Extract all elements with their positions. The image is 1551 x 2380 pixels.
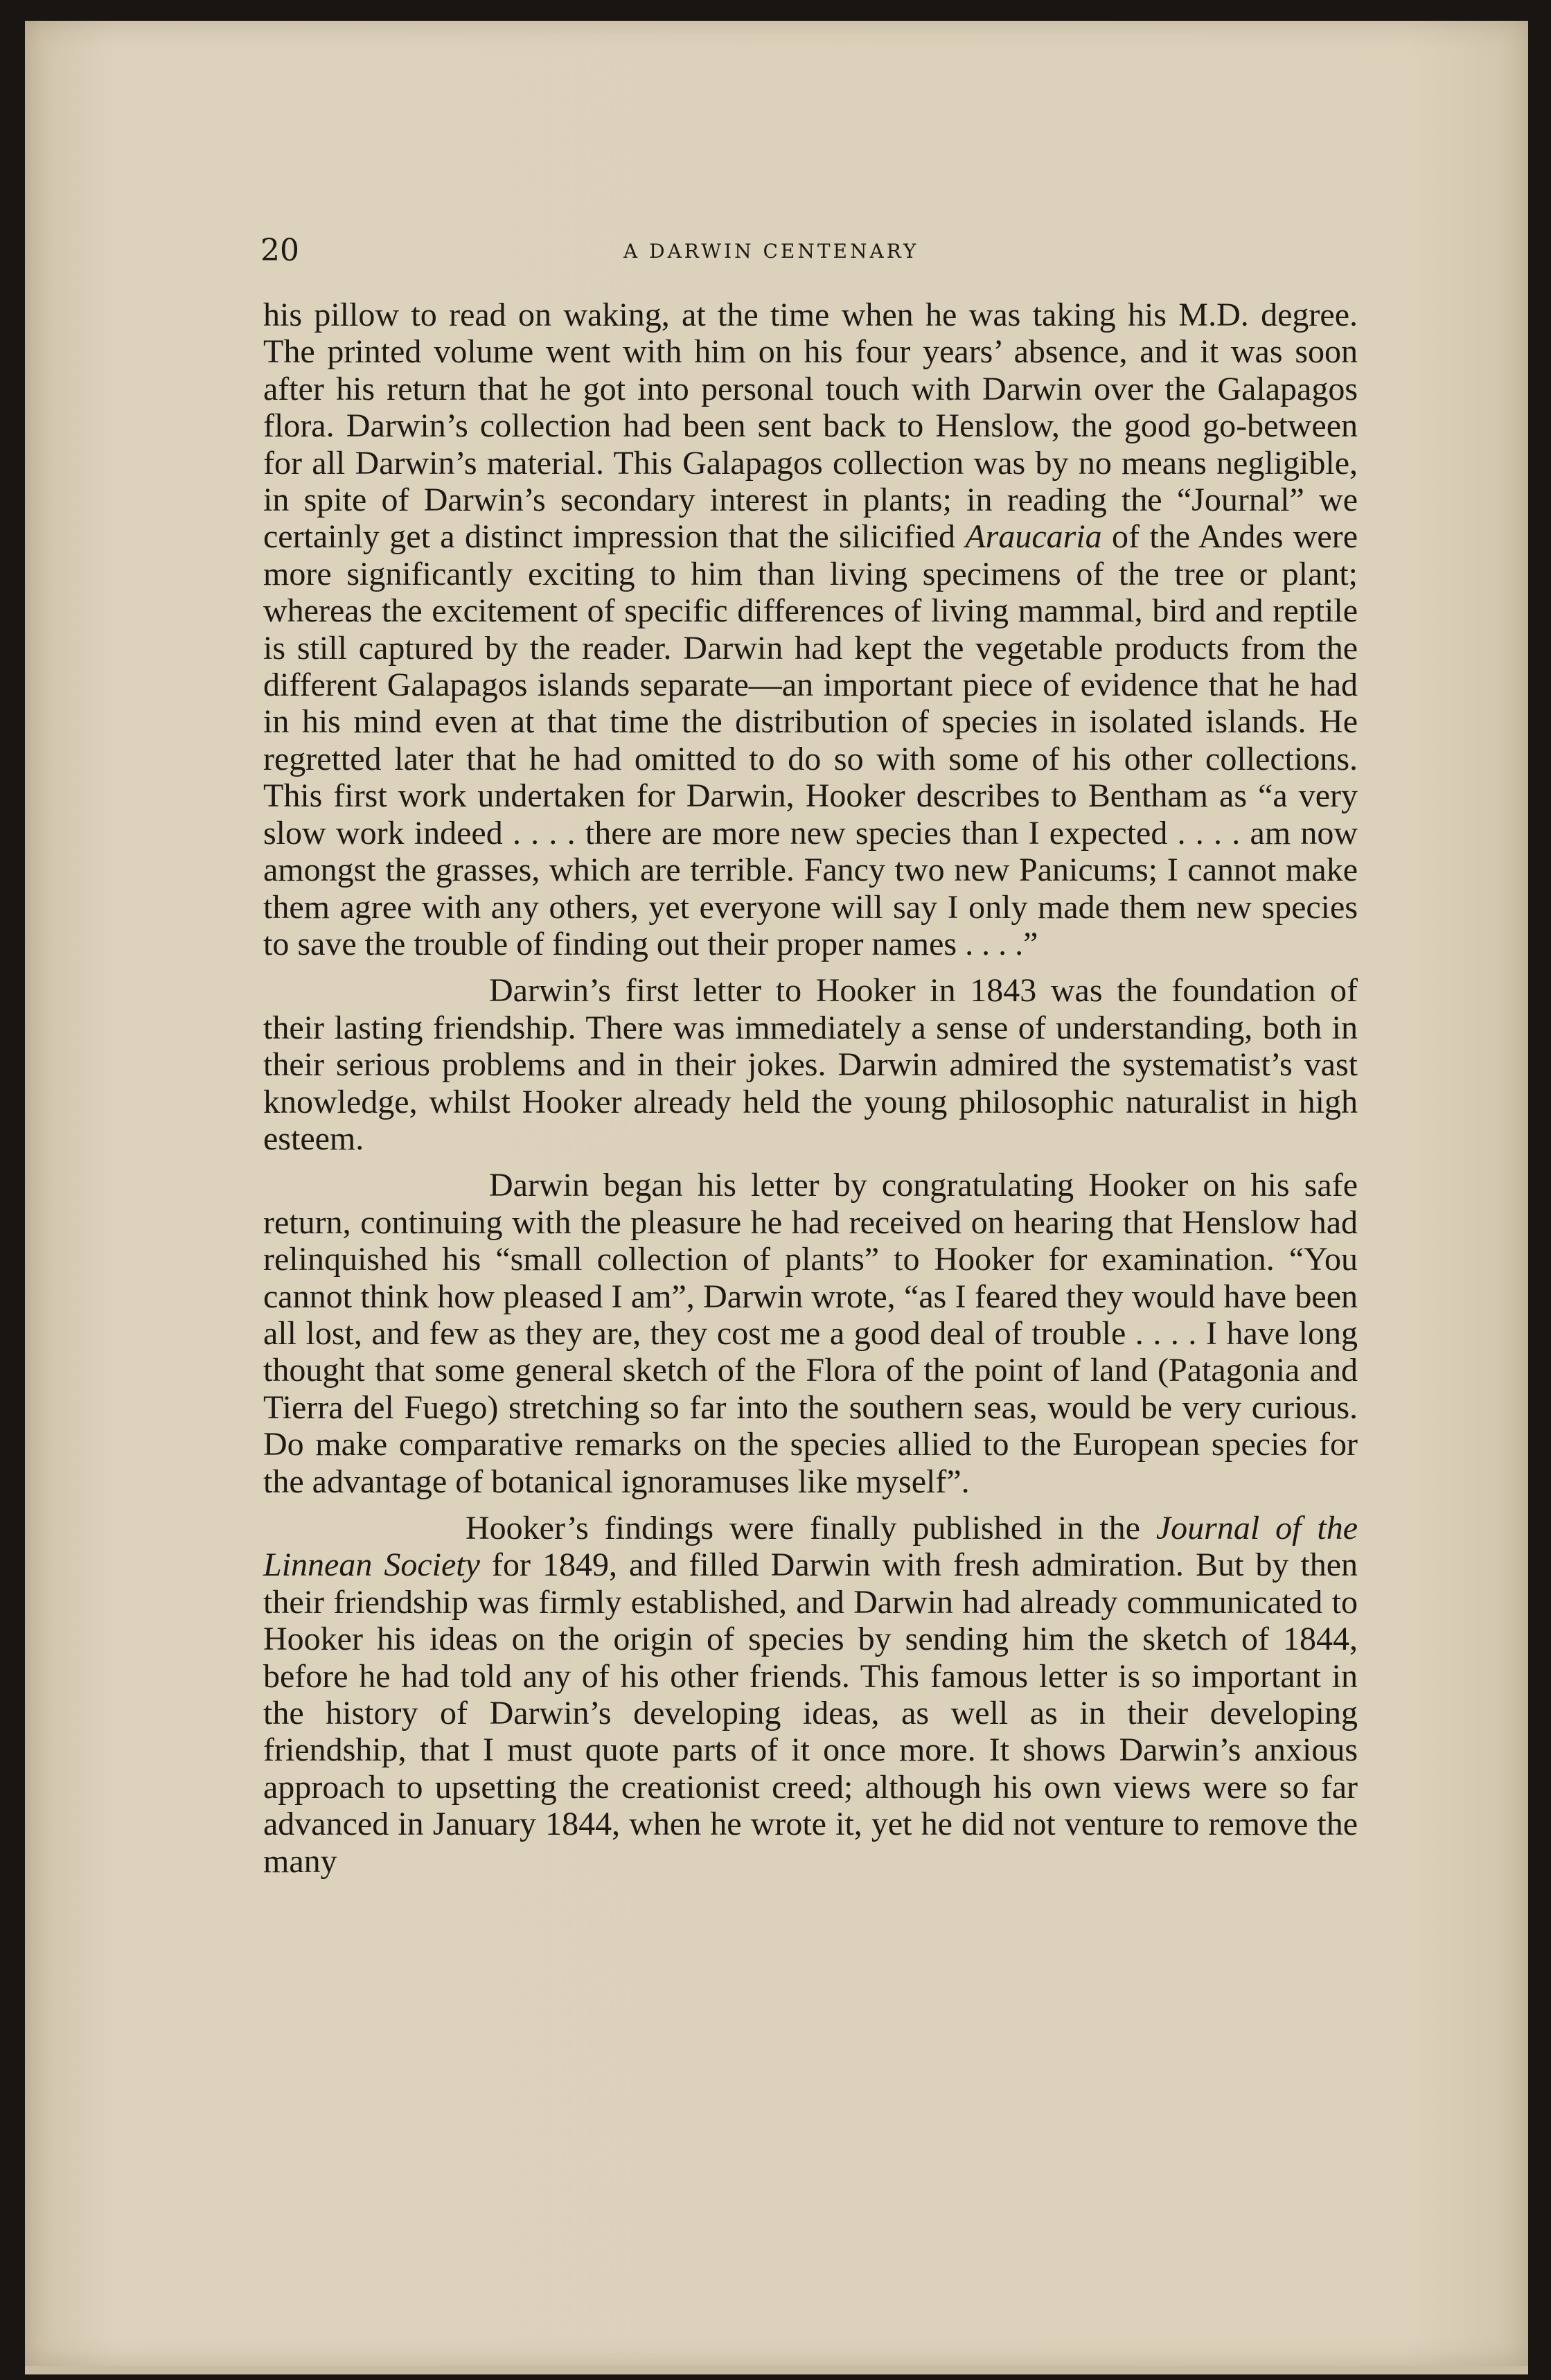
paragraph-4-text-b: for 1849, and filled Darwin with fresh admiration. But by then their friendship was firmly established, and Darwin had already communicated to Hooker his ideas on the origin of species by sending him the sketch of 1844, before he had told any of his other friends. This famous letter is so important in the history of Darwin’s developing ideas, as well as in their developing friendship, that I must quote parts of it once more. It shows Darwin’s anxious approach to upsetting the creationist creed; although his own views were so far advanced in January 1844, when he wrote it, yet he did not venture to remove the many bbox=[263, 1546, 1358, 1880]
page-number: 20 bbox=[260, 233, 299, 268]
paragraph-4-text-a: Hooker’s findings were finally published in the bbox=[466, 1510, 1156, 1546]
paragraph-2: Darwin’s first letter to Hooker in 1843 was the foundation of their lasting friendship. There was immediately a sense of understanding, both in their serious problems and in their jokes. Darwin admired the systematist’s vast knowledge, whilst Hooker already held the young philosophic naturalist in high esteem. bbox=[263, 972, 1358, 1157]
paragraph-1-text-a: his pillow to read on waking, at the time when he was taking his M.D. degree. The printed volume went with him on his four years’ absence, and it was soon after his return that he got into personal touch with Darwin over the Galapagos flora. Darwin’s collection had been sent back to Henslow, the good go-between for all Darwin’s material. This Galapagos collection was by no means negligible, in spite of Darwin’s secondary interest in plants; in reading the “Journal” we certainly get a distinct impression that the silicified bbox=[263, 297, 1358, 556]
paragraph-4-italic: Journal of the Linnean Society bbox=[263, 1510, 1358, 1584]
page-edge bbox=[25, 2366, 1528, 2374]
paragraph-1-text-b: of the Andes were more significantly exciting to him than living specimens of the tree or plant; whereas the excitement of specific differences of living mammal, bird and reptile is still captured by the reader. Darwin had kept the vegetable products from the different Galapagos islands separate—an important piece of evidence that he had in his mind even at that time the distribution of species in isolated islands. He regretted later that he had omitted to do so with some of his other collections. This first work undertaken for Darwin, Hooker describes to Bentham as “a very slow work indeed . . . . there are more new species than I expected . . . . am now amongst the grasses, which are terrible. Fancy two new Panicums; I cannot make them agree with any others, yet everyone will say I only made them new species to save the trouble of finding out their proper names . . . .” bbox=[263, 518, 1358, 962]
page-header bbox=[236, 230, 1358, 272]
running-head: A DARWIN CENTENARY bbox=[623, 240, 919, 263]
paragraph-1 bbox=[263, 297, 1358, 962]
paragraph-4 bbox=[263, 1510, 1358, 1880]
body-text bbox=[263, 297, 1358, 1880]
paragraph-1-italic: Araucaria bbox=[965, 518, 1102, 556]
paragraph-3: Darwin began his letter by congratulating Hooker on his safe return, continuing with the pleasure he had received on hearing that Henslow had relinquished his “small collection of plants” to Hooker for examination. “You cannot think how pleased I am”, Darwin wrote, “as I feared they would have been all lost, and few as they are, they cost me a good deal of trouble . . . . I have long thought that some general sketch of the Flora of the point of land (Patagonia and Tierra del Fuego) stretching so far into the southern seas, would be very curious. Do make comparative remarks on the species allied to the European species for the advantage of botanical ignoramuses like myself”. bbox=[263, 1167, 1358, 1500]
